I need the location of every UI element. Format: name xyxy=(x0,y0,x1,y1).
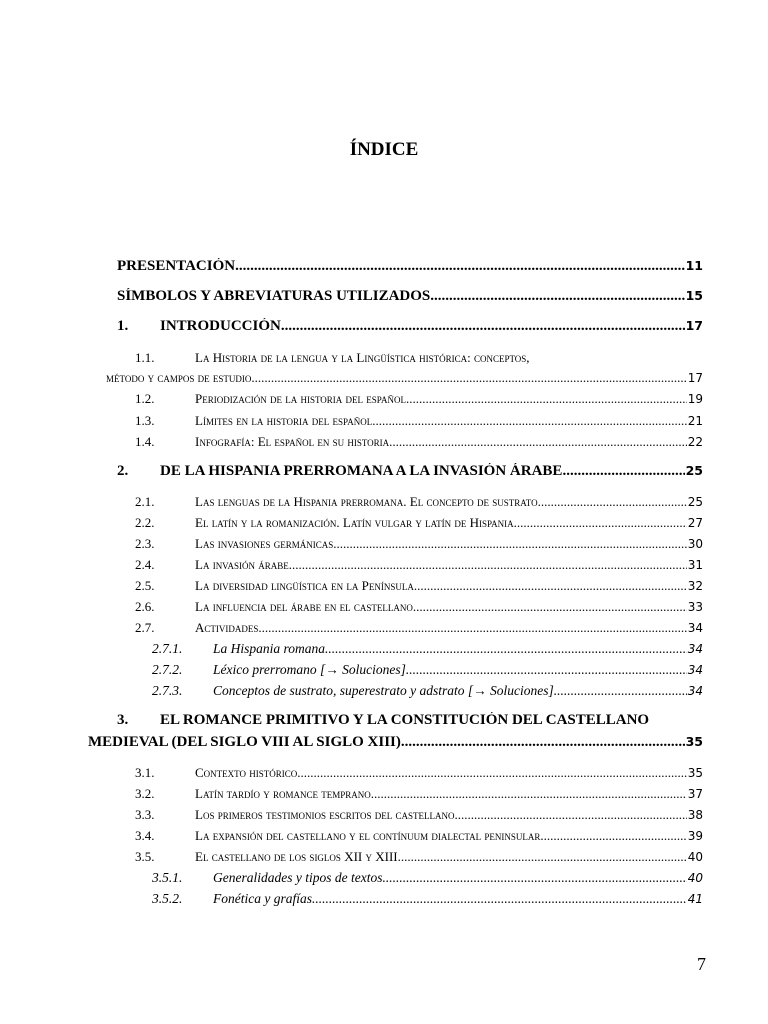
toc-section-title: El latín y la romanización. Latín vulgar y latín de Hispania xyxy=(195,515,514,530)
toc-chapter-line2[interactable] xyxy=(88,734,703,751)
toc-chapter-title: DE LA HISPANIA PRERROMANA A LA INVASIÓN ÁRABE xyxy=(160,463,563,479)
toc-section-title: La Historia de la lengua y la Lingüística histórica: conceptos, xyxy=(195,350,530,365)
page-number: 7 xyxy=(697,954,706,974)
toc-section-number: 1.3. xyxy=(135,413,155,428)
toc-subsection-number: 3.5.1. xyxy=(152,870,183,885)
toc-subsection[interactable] xyxy=(152,870,703,886)
toc-section[interactable] xyxy=(135,515,703,531)
toc-section[interactable] xyxy=(135,786,703,802)
toc-chapter-line1[interactable] xyxy=(117,712,703,729)
toc-section-line2[interactable] xyxy=(106,370,703,386)
toc-entry[interactable] xyxy=(117,258,703,275)
toc-section-page: 33 xyxy=(687,600,703,614)
toc-section[interactable] xyxy=(135,828,703,844)
toc-subsection-title: Léxico prerromano [→ Soluciones] xyxy=(213,662,406,677)
toc-section[interactable] xyxy=(135,807,703,823)
dot-leader xyxy=(414,578,687,594)
toc-subsection[interactable] xyxy=(152,662,703,678)
toc-section-title: Los primeros testimonios escritos del castellano xyxy=(195,807,455,822)
toc-chapter[interactable] xyxy=(117,463,703,480)
toc-section-page: 19 xyxy=(687,392,703,406)
dot-leader xyxy=(406,391,687,407)
toc-section[interactable] xyxy=(135,620,703,636)
toc-subsection[interactable] xyxy=(152,891,703,907)
dot-leader xyxy=(235,258,685,275)
toc-section-title: Límites en la historia del español xyxy=(195,413,373,428)
toc-subsection[interactable] xyxy=(152,641,703,657)
toc-section-title: La invasión árabe xyxy=(195,557,289,572)
toc-subsection-title: Generalidades y tipos de textos xyxy=(213,870,383,885)
dot-leader xyxy=(372,413,687,429)
toc-entry-title: SÍMBOLOS Y ABREVIATURAS UTILIZADOS xyxy=(117,288,431,304)
toc-section-number: 3.2. xyxy=(135,786,155,801)
toc-section-page: 30 xyxy=(687,537,703,551)
toc-subsection-title: Conceptos de sustrato, superestrato y adstrato [→ Soluciones] xyxy=(213,683,554,698)
toc-subsection-number: 2.7.3. xyxy=(152,683,183,698)
dot-leader xyxy=(251,370,686,386)
toc-section-page: 22 xyxy=(687,435,703,449)
toc-section-page: 39 xyxy=(687,829,703,843)
toc-section-number: 1.4. xyxy=(135,434,155,449)
toc-section[interactable] xyxy=(135,494,703,510)
toc-section[interactable] xyxy=(135,391,703,407)
dot-leader xyxy=(554,683,687,699)
toc-section-page: 38 xyxy=(687,808,703,822)
toc-subsection-page: 34 xyxy=(687,684,703,698)
dot-leader xyxy=(289,557,687,573)
dot-leader xyxy=(297,765,686,781)
toc-section-number: 3.4. xyxy=(135,828,155,843)
toc-subsection-number: 2.7.2. xyxy=(152,662,183,677)
toc-section[interactable] xyxy=(135,557,703,573)
toc-subsection-page: 34 xyxy=(687,642,703,656)
toc-section-title-cont: método y campos de estudio xyxy=(106,370,252,385)
toc-section-page: 17 xyxy=(687,371,703,385)
dot-leader xyxy=(540,828,686,844)
toc-chapter-page: 17 xyxy=(685,318,703,333)
toc-subsection[interactable] xyxy=(152,683,703,699)
toc-chapter-title: INTRODUCCIÓN xyxy=(160,318,281,334)
toc-entry[interactable] xyxy=(117,288,703,305)
toc-chapter[interactable] xyxy=(117,318,703,335)
toc-section-number: 1.2. xyxy=(135,391,155,406)
toc-section-page: 37 xyxy=(687,787,703,801)
toc-chapter-number: 1. xyxy=(117,318,129,334)
toc-chapter-page: 35 xyxy=(685,734,703,749)
toc-section-page: 25 xyxy=(687,495,703,509)
toc-section-title: La influencia del árabe en el castellano xyxy=(195,599,413,614)
dot-leader xyxy=(312,891,687,907)
toc-section-number: 3.3. xyxy=(135,807,155,822)
toc-section-number: 3.1. xyxy=(135,765,155,780)
toc-section-line1[interactable] xyxy=(135,350,703,366)
dot-leader xyxy=(258,620,686,636)
toc-section-number: 2.2. xyxy=(135,515,155,530)
toc-section[interactable] xyxy=(135,413,703,429)
toc-section-number: 2.6. xyxy=(135,599,155,614)
toc-section-title: Contexto histórico xyxy=(195,765,298,780)
toc-section-page: 31 xyxy=(687,558,703,572)
toc-section-title: Periodización de la historia del español xyxy=(195,391,406,406)
toc-entry-page: 15 xyxy=(685,288,703,303)
toc-subsection-title: La Hispania romana xyxy=(213,641,326,656)
toc-section-title: El castellano de los siglos XII y XIII xyxy=(195,849,398,864)
toc-section-number: 2.5. xyxy=(135,578,155,593)
toc-section-title: La expansión del castellano y el contínuum dialectal peninsular xyxy=(195,828,541,843)
toc-section-number: 2.4. xyxy=(135,557,155,572)
dot-leader xyxy=(401,734,685,751)
dot-leader xyxy=(413,599,687,615)
toc-section-number: 2.3. xyxy=(135,536,155,551)
dot-leader xyxy=(538,494,687,510)
toc-section-page: 34 xyxy=(687,621,703,635)
toc-section[interactable] xyxy=(135,849,703,865)
toc-section-page: 35 xyxy=(687,766,703,780)
dot-leader xyxy=(406,662,687,678)
toc-subsection-title: Fonética y grafías xyxy=(213,891,312,906)
toc-entry-title: PRESENTACIÓN xyxy=(117,258,236,274)
toc-section-title: Latín tardío y romance temprano xyxy=(195,786,371,801)
dot-leader xyxy=(333,536,686,552)
toc-section-title: La diversidad lingüística en la Península xyxy=(195,578,414,593)
dot-leader xyxy=(281,318,685,335)
toc-section-number: 2.1. xyxy=(135,494,155,509)
toc-subsection-number: 3.5.2. xyxy=(152,891,183,906)
toc-chapter-title-cont: MEDIEVAL (DEL SIGLO VIII AL SIGLO XIII) xyxy=(88,734,401,750)
toc-section-page: 21 xyxy=(687,414,703,428)
toc-section-title: Las lenguas de la Hispania prerromana. El concepto de sustrato xyxy=(195,494,538,509)
toc-section-page: 40 xyxy=(687,850,703,864)
toc-subsection-page: 40 xyxy=(687,871,703,885)
toc-section[interactable] xyxy=(135,599,703,615)
dot-leader xyxy=(455,807,687,823)
toc-section[interactable] xyxy=(135,765,703,781)
dot-leader xyxy=(389,434,687,450)
dot-leader xyxy=(371,786,687,802)
toc-section-number: 2.7. xyxy=(135,620,155,635)
toc-subsection-number: 2.7.1. xyxy=(152,641,183,656)
toc-chapter-number: 3. xyxy=(117,712,129,728)
page-title: ÍNDICE xyxy=(349,139,419,160)
toc-section-page: 27 xyxy=(687,516,703,530)
toc-section[interactable] xyxy=(135,536,703,552)
dot-leader xyxy=(562,463,684,480)
toc-chapter-number: 2. xyxy=(117,463,129,479)
toc-section[interactable] xyxy=(135,578,703,594)
toc-entry-page: 11 xyxy=(685,258,703,273)
toc-section-title: Actividades xyxy=(195,620,259,635)
dot-leader xyxy=(430,288,684,305)
toc-chapter-page: 25 xyxy=(685,463,703,478)
toc-subsection-page: 34 xyxy=(687,663,703,677)
toc-section-title: Infografía: El español en su historia xyxy=(195,434,390,449)
dot-leader xyxy=(325,641,687,657)
dot-leader xyxy=(382,870,686,886)
toc-section[interactable] xyxy=(135,434,703,450)
toc-section-number: 1.1. xyxy=(135,350,155,365)
toc-section-number: 3.5. xyxy=(135,849,155,864)
dot-leader xyxy=(398,849,687,865)
toc-subsection-page: 41 xyxy=(687,892,703,906)
dot-leader xyxy=(514,515,687,531)
toc-section-page: 32 xyxy=(687,579,703,593)
toc-section-title: Las invasiones germánicas xyxy=(195,536,334,551)
toc-chapter-title: EL ROMANCE PRIMITIVO Y LA CONSTITUCIÓN DEL CASTELLANO xyxy=(160,712,650,728)
